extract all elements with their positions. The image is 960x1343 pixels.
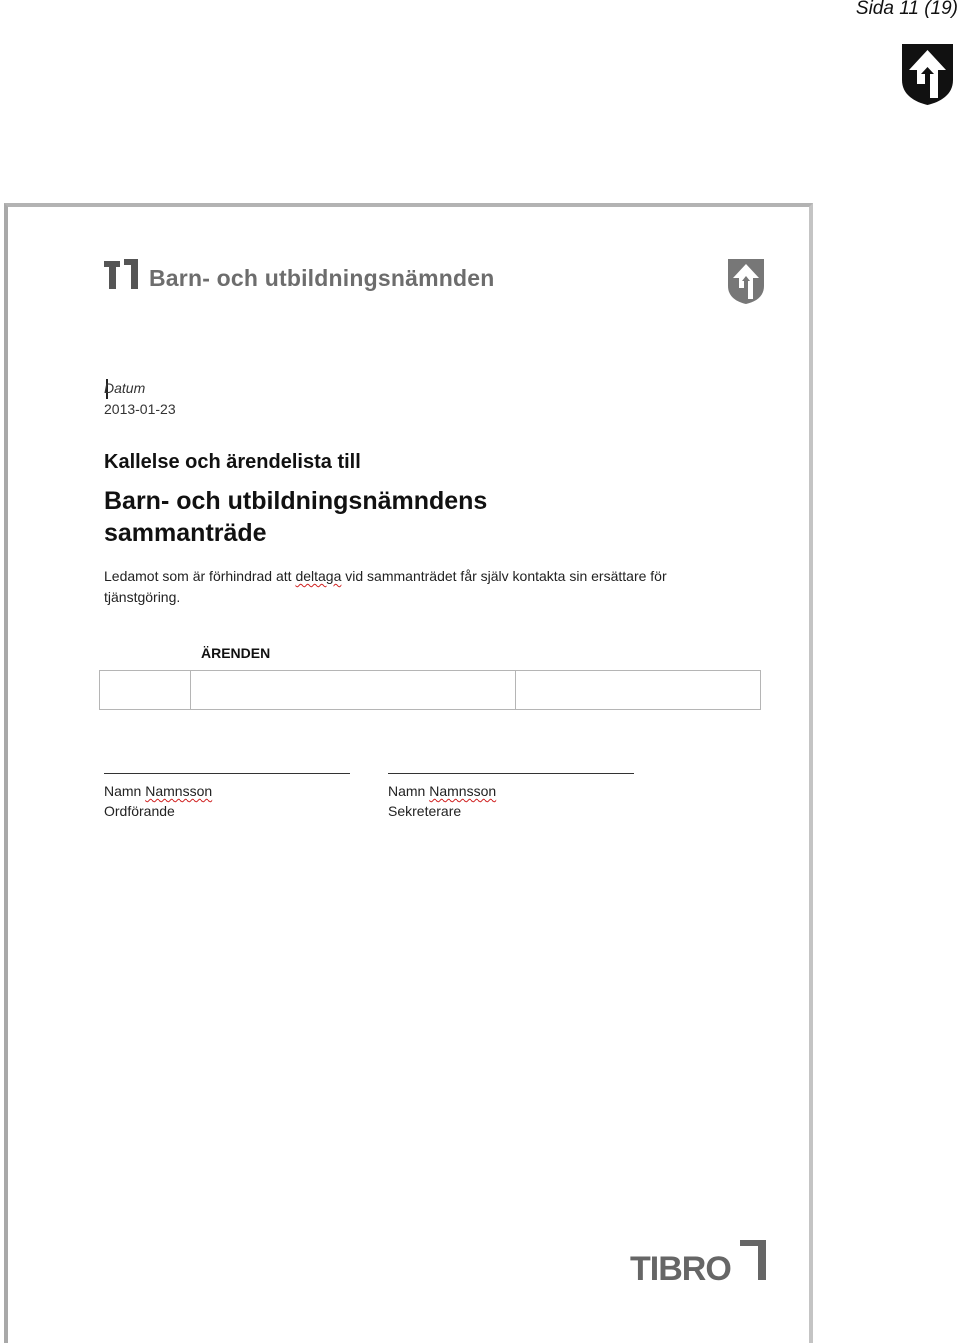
absence-note (104, 566, 704, 608)
header-title: Barn- och utbildningsnämnden (149, 265, 495, 291)
signature-role: Sekreterare (388, 803, 462, 819)
svg-text:TIBRO: TIBRO (630, 1250, 731, 1284)
meeting-title: Barn- och utbildningsnämndens sammanträde (104, 487, 488, 547)
table-cell (191, 671, 516, 709)
invite-title: Kallelse och ärendelista till (104, 451, 361, 473)
signature-line (388, 773, 634, 774)
signature-chair (104, 773, 351, 821)
signature-secretary (388, 773, 635, 821)
tibro-wordmark-icon (630, 1240, 766, 1284)
date-value: 2013-01-23 (104, 401, 176, 417)
table-cell (516, 671, 760, 709)
signature-name (388, 781, 635, 801)
date-label: Datum (104, 380, 146, 396)
signature-line (104, 773, 350, 774)
table-cell (100, 671, 191, 709)
shield-arrow-crest-icon (900, 40, 955, 106)
signature-role: Ordförande (104, 803, 175, 819)
signature-first-name: Namn (104, 783, 142, 799)
spellcheck-flagged-word[interactable]: Namnsson (429, 783, 497, 799)
shield-arrow-crest-icon (727, 257, 765, 305)
tibro-mark-icon (104, 259, 138, 291)
signature-name (104, 781, 351, 801)
items-heading: ÄRENDEN (201, 645, 271, 661)
spellcheck-flagged-word[interactable]: Namnsson (145, 783, 213, 799)
page-number: Sida 11 (19) (855, 0, 958, 19)
spellcheck-flagged-word[interactable]: deltaga (295, 568, 342, 584)
items-table (99, 670, 761, 710)
absence-note-text: vid sammanträdet får själv kontakta sin ersättare för tjänstgöring. (104, 568, 667, 605)
document-preview (4, 203, 813, 1343)
absence-note-text: Ledamot som är förhindrad att (104, 568, 296, 584)
signature-first-name: Namn (388, 783, 426, 799)
